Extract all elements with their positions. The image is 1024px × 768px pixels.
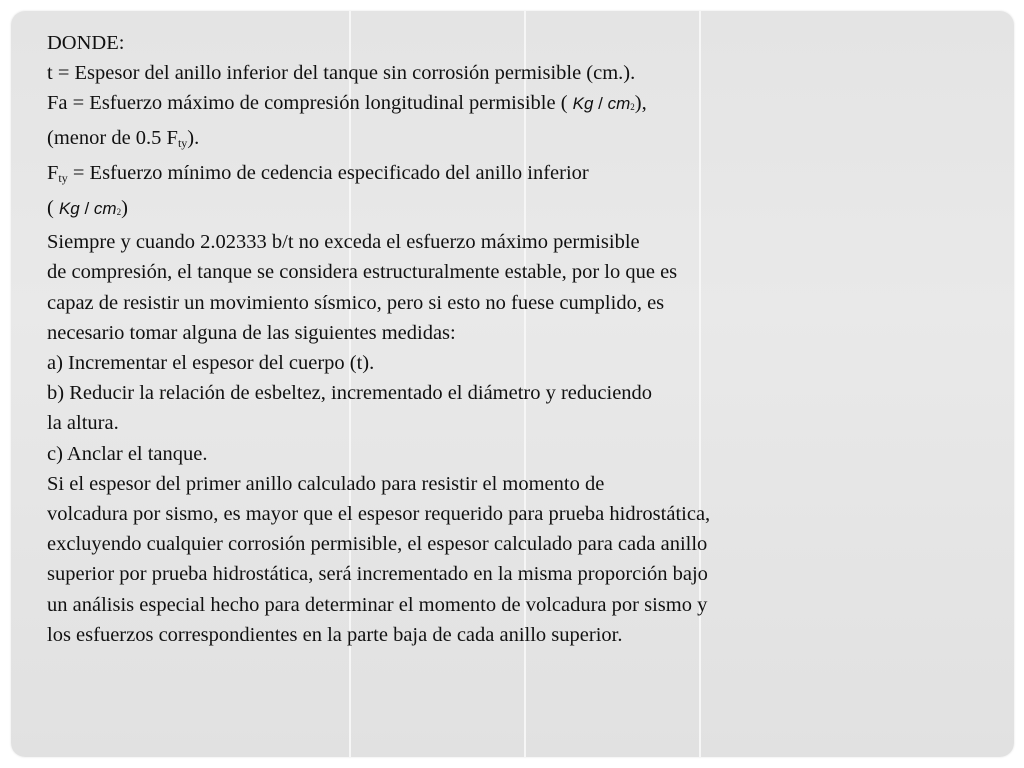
text-line: un análisis especial hecho para determinar el momento de volcadura por sismo y <box>47 593 708 616</box>
slide-text-body <box>47 28 887 650</box>
text-line: necesario tomar alguna de las siguientes medidas: <box>47 321 456 344</box>
fa-definition-text: Fa = Esfuerzo máximo de compresión longitudinal permisible ( <box>47 92 573 115</box>
unit-open: ( <box>47 197 59 220</box>
unit-cm: cm <box>607 94 631 114</box>
list-item-c: c) Anclar el tanque. <box>47 442 208 465</box>
text-line-fty-definition <box>47 158 887 193</box>
subscript-ty: ty <box>58 170 68 185</box>
unit-kg: Kg <box>572 94 594 114</box>
menor-de-text: (menor de 0.5 F <box>47 126 178 149</box>
text-line: capaz de resistir un movimiento sísmico, pero si esto no fuese cumplido, es <box>47 291 665 314</box>
text-line: excluyendo cualquier corrosión permisible, el espesor calculado para cada anillo <box>47 533 708 556</box>
menor-de-end: ). <box>187 126 200 149</box>
unit-close: ) <box>121 197 128 220</box>
fty-definition-text: = Esfuerzo mínimo de cedencia especificado del anillo inferior <box>67 161 589 184</box>
text-line: Si el espesor del primer anillo calculado para resistir el momento de <box>47 472 605 495</box>
unit-cm: cm <box>93 199 117 219</box>
unit-separator: / <box>593 94 608 114</box>
unit-exponent: 2 <box>116 207 122 218</box>
slide <box>11 11 1014 757</box>
subscript-ty: ty <box>177 135 188 150</box>
text-line-fa-definition <box>47 88 887 122</box>
list-item-b-continued: la altura. <box>47 412 119 435</box>
text-line: de compresión, el tanque se considera estructuralmente estable, por lo que es <box>47 261 678 284</box>
text-line: los esfuerzos correspondientes en la parte baja de cada anillo superior. <box>47 623 623 646</box>
fa-definition-end: ), <box>634 92 647 115</box>
unit-exponent: 2 <box>630 102 635 113</box>
text-line-t-definition: t = Espesor del anillo inferior del tanque sin corrosión permisible (cm.). <box>47 62 636 85</box>
text-line: superior por prueba hidrostática, será incrementado en la misma proporción bajo <box>47 563 708 586</box>
text-line-fty-unit <box>47 193 887 227</box>
unit-separator: / <box>79 199 94 219</box>
list-item-a: a) Incrementar el espesor del cuerpo (t). <box>47 352 375 375</box>
text-line: Siempre y cuando 2.02333 b/t no exceda el esfuerzo máximo permisible <box>47 231 640 254</box>
list-item-b: b) Reducir la relación de esbeltez, incrementado el diámetro y reduciendo <box>47 382 653 405</box>
fty-symbol: F <box>47 161 59 184</box>
text-line-donde: DONDE: <box>47 32 125 54</box>
text-line: volcadura por sismo, es mayor que el espesor requerido para prueba hidrostática, <box>47 503 711 526</box>
unit-kg: Kg <box>58 199 80 219</box>
text-line-menor-de <box>47 123 887 158</box>
